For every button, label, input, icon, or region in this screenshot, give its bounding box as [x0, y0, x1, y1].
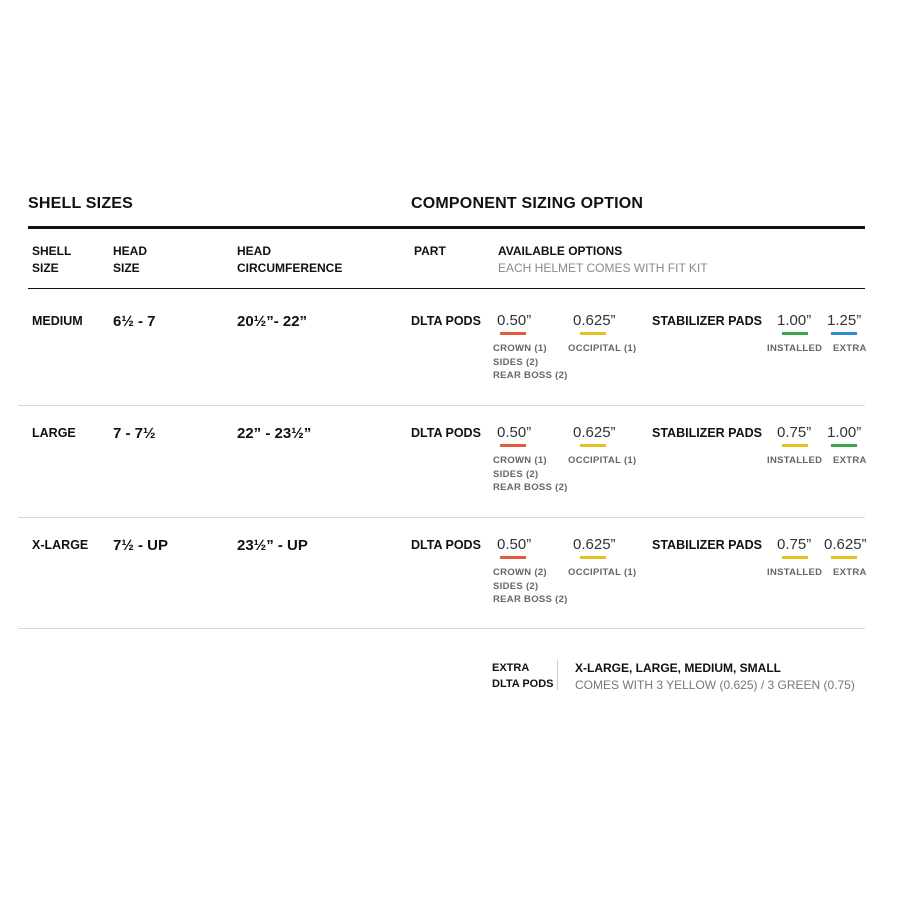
pod-size-b: 0.625” — [573, 536, 616, 553]
pod-a-color-swatch — [500, 556, 526, 559]
shell-size: X-LARGE — [32, 538, 89, 552]
header-shell-size — [32, 243, 71, 277]
pod-a-notes — [493, 566, 568, 607]
header-shell-size-line1: SHELL — [32, 244, 72, 258]
pad-extra-color-swatch — [831, 556, 857, 559]
row-divider — [18, 517, 865, 518]
head-size: 6½ - 7 — [113, 313, 156, 330]
footer-label-line1: EXTRA — [492, 662, 530, 674]
pod-a-notes — [493, 454, 568, 495]
pod-b-note: OCCIPITAL (1) — [568, 455, 637, 466]
pod-b-color-swatch — [580, 444, 606, 447]
pod-b-note: OCCIPITAL (1) — [568, 343, 637, 354]
pod-a-note: CROWN (2) — [493, 567, 547, 578]
pad-installed-size: 0.75” — [777, 536, 812, 553]
header-head-size — [113, 243, 147, 277]
stabilizer-label: STABILIZER PADS — [652, 538, 762, 552]
shell-sizes-title: SHELL SIZES — [28, 195, 134, 212]
header-top-rule — [28, 226, 865, 229]
header-head-size-line1: HEAD — [113, 244, 148, 258]
pad-installed-size: 1.00” — [777, 312, 812, 329]
row-divider — [18, 405, 865, 406]
head-size: 7½ - UP — [113, 537, 169, 554]
pad-installed-label: INSTALLED — [767, 455, 823, 466]
header-available-options: AVAILABLE OPTIONS — [498, 244, 623, 258]
header-bottom-rule — [28, 288, 865, 289]
pod-size-a: 0.50” — [497, 424, 532, 441]
pod-b-color-swatch — [580, 332, 606, 335]
pad-installed-color-swatch — [782, 556, 808, 559]
head-circumference: 20½”- 22” — [237, 313, 308, 330]
pod-size-a: 0.50” — [497, 536, 532, 553]
pad-extra-color-swatch — [831, 444, 857, 447]
pod-a-notes — [493, 342, 568, 383]
header-fit-kit-note: EACH HELMET COMES WITH FIT KIT — [498, 261, 708, 275]
row-divider — [18, 628, 865, 629]
pod-a-note: CROWN (1) — [493, 455, 547, 466]
header-head-circ-line1: HEAD — [237, 244, 272, 258]
head-size: 7 - 7½ — [113, 425, 156, 442]
pod-size-b: 0.625” — [573, 312, 616, 329]
header-head-circ-line2: CIRCUMFERENCE — [237, 261, 343, 275]
part-name: DLTA PODS — [411, 538, 481, 552]
pad-installed-label: INSTALLED — [767, 567, 823, 578]
footer-sizes: X-LARGE, LARGE, MEDIUM, SMALL — [575, 661, 781, 675]
pad-installed-size: 0.75” — [777, 424, 812, 441]
part-name: DLTA PODS — [411, 426, 481, 440]
pad-extra-size: 1.25” — [827, 312, 862, 329]
header-shell-size-line2: SIZE — [32, 261, 59, 275]
pod-a-note: REAR BOSS (2) — [493, 370, 568, 381]
pad-extra-size: 1.00” — [827, 424, 862, 441]
pad-extra-label: EXTRA — [833, 567, 867, 578]
shell-size: LARGE — [32, 426, 76, 440]
stabilizer-label: STABILIZER PADS — [652, 314, 762, 328]
pad-extra-size: 0.625” — [824, 536, 867, 553]
pad-extra-label: EXTRA — [833, 343, 867, 354]
footer-label-line2: DLTA PODS — [492, 678, 554, 690]
shell-size: MEDIUM — [32, 314, 83, 328]
pod-a-note: CROWN (1) — [493, 343, 547, 354]
pad-installed-color-swatch — [782, 332, 808, 335]
header-head-size-line2: SIZE — [113, 261, 140, 275]
footer-extra-label — [492, 660, 554, 692]
head-circumference: 23½” - UP — [237, 537, 308, 554]
footer-note: COMES WITH 3 YELLOW (0.625) / 3 GREEN (0.75) — [575, 678, 855, 692]
part-name: DLTA PODS — [411, 314, 481, 328]
pad-extra-label: EXTRA — [833, 455, 867, 466]
pod-a-note: REAR BOSS (2) — [493, 482, 568, 493]
footer-divider — [557, 660, 558, 690]
pod-b-color-swatch — [580, 556, 606, 559]
pod-b-note: OCCIPITAL (1) — [568, 567, 637, 578]
pod-a-note: SIDES (2) — [493, 356, 539, 368]
header-head-circumference — [237, 243, 342, 277]
pod-a-color-swatch — [500, 444, 526, 447]
pod-size-a: 0.50” — [497, 312, 532, 329]
pod-a-color-swatch — [500, 332, 526, 335]
component-sizing-title: COMPONENT SIZING OPTION — [411, 195, 644, 212]
pod-a-note: REAR BOSS (2) — [493, 594, 568, 605]
header-part: PART — [414, 244, 446, 258]
pod-a-note: SIDES (2) — [493, 468, 539, 480]
pad-installed-label: INSTALLED — [767, 343, 823, 354]
stabilizer-label: STABILIZER PADS — [652, 426, 762, 440]
pod-a-note: SIDES (2) — [493, 580, 539, 592]
head-circumference: 22” - 23½” — [237, 425, 312, 442]
pod-size-b: 0.625” — [573, 424, 616, 441]
pad-installed-color-swatch — [782, 444, 808, 447]
pad-extra-color-swatch — [831, 332, 857, 335]
